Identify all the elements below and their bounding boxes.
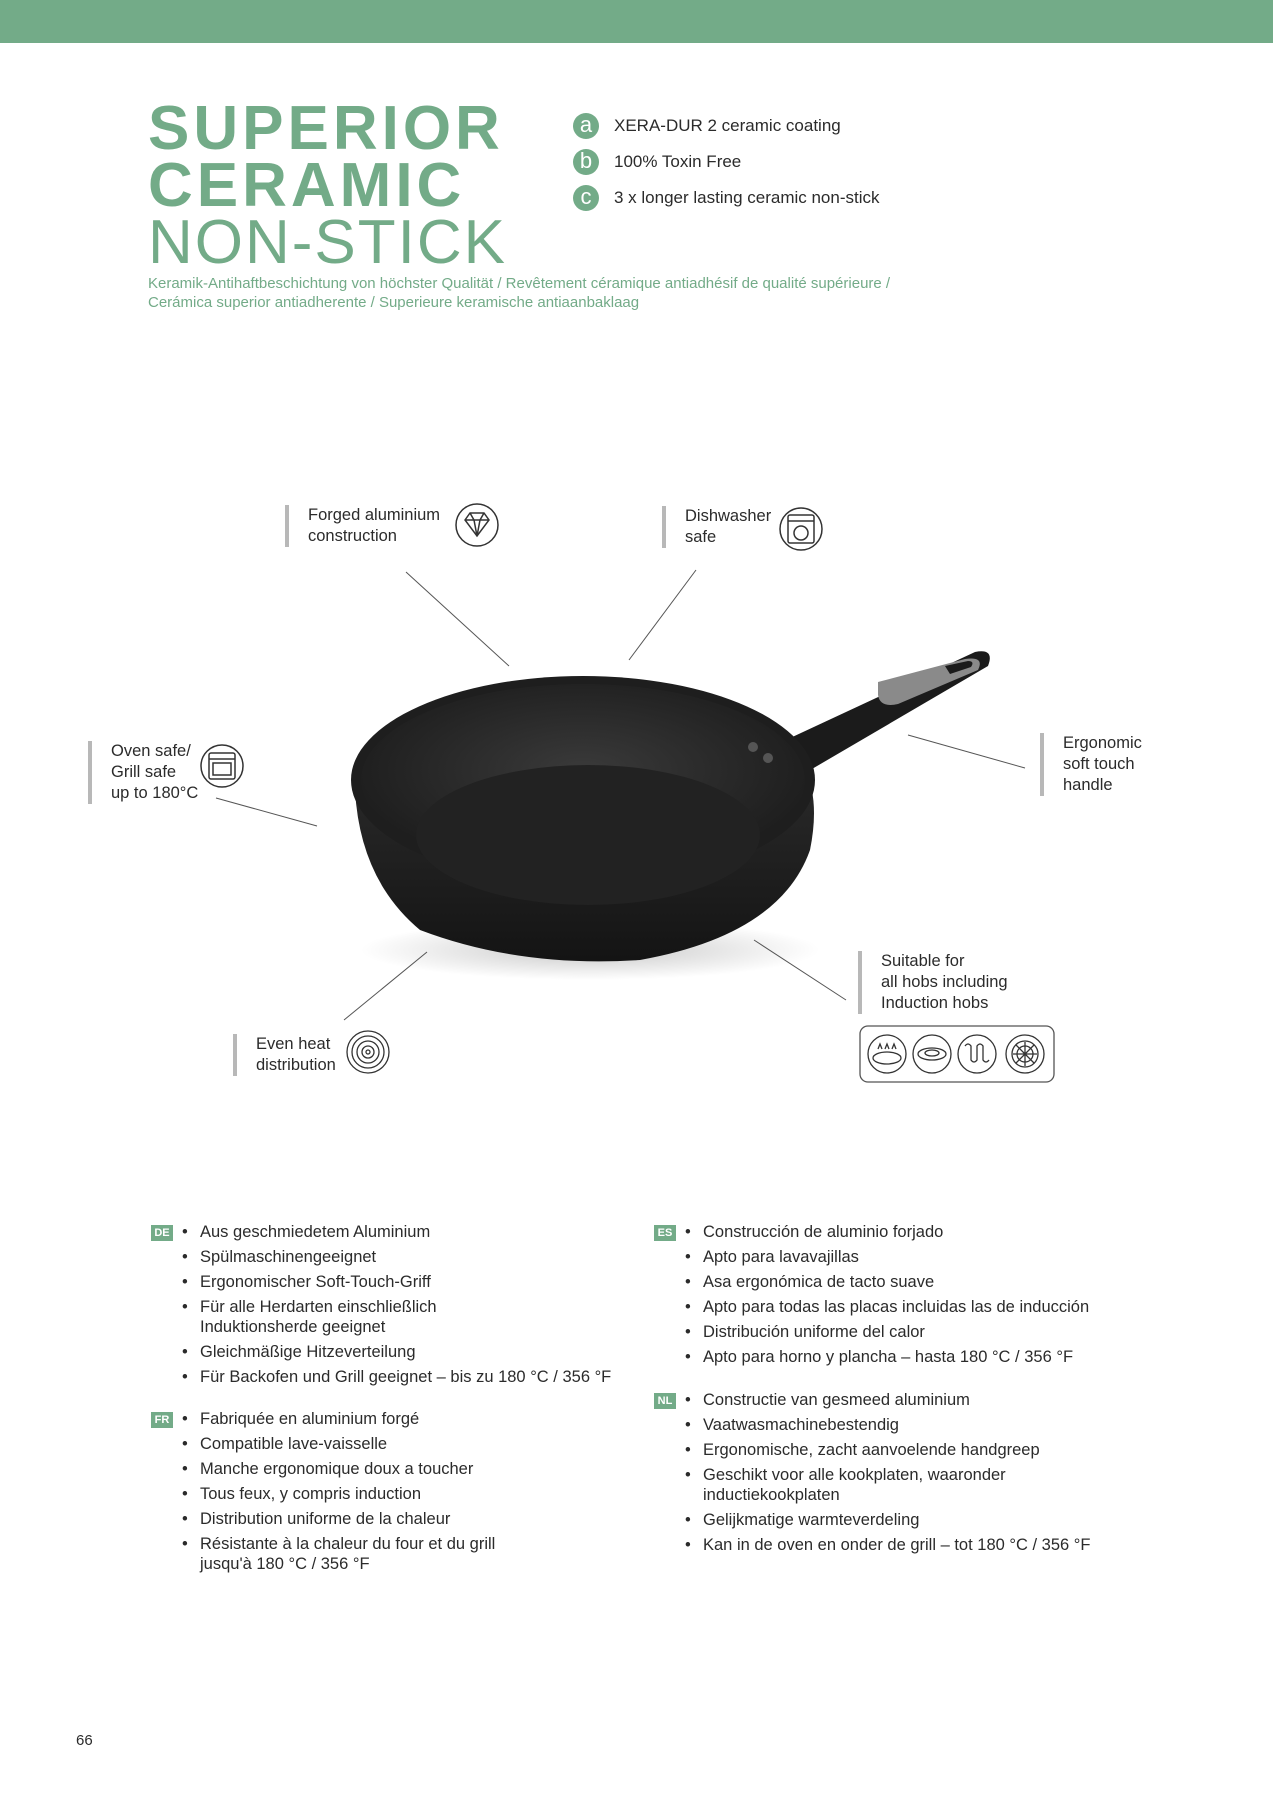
induction-hob-icon bbox=[1006, 1035, 1044, 1073]
list-item: • Compatible lave-vaisselle bbox=[182, 1435, 652, 1455]
list-item: • Spülmaschinengeeignet bbox=[182, 1248, 652, 1268]
feature-text: XERA-DUR 2 ceramic coating bbox=[614, 116, 841, 135]
lang-block-es bbox=[657, 1223, 1205, 1373]
lang-tag-de: DE bbox=[151, 1225, 173, 1241]
diamond-icon bbox=[456, 504, 498, 546]
callout-line: handle bbox=[1063, 776, 1113, 794]
ceramic-hob-icon bbox=[913, 1035, 951, 1073]
electric-hob-icon bbox=[958, 1035, 996, 1073]
lang-list-de bbox=[182, 1223, 652, 1387]
callout-line: distribution bbox=[256, 1056, 336, 1074]
lang-tag-nl: NL bbox=[654, 1393, 676, 1409]
title-line-non-stick: NON-STICK bbox=[148, 208, 507, 277]
callout-forged-aluminium bbox=[285, 505, 440, 547]
list-item: • Aus geschmiedetem Aluminium bbox=[182, 1223, 652, 1243]
heat-distribution-icon bbox=[347, 1031, 389, 1073]
list-item: • Résistante à la chaleur du four et du grill jusqu'à 180 °C / 356 °F bbox=[182, 1535, 530, 1574]
lang-tag-es: ES bbox=[654, 1225, 676, 1241]
lang-block-de bbox=[154, 1223, 652, 1393]
callout-line: Dishwasher bbox=[685, 507, 772, 525]
leader-line-dishwasher bbox=[629, 570, 696, 660]
callout-ergonomic-handle bbox=[1040, 733, 1142, 796]
list-item: • Geschikt voor alle kookplaten, waaronder inductiekookplaten bbox=[685, 1466, 1043, 1505]
list-item: • Manche ergonomique doux a toucher bbox=[182, 1460, 652, 1480]
feature-text: 100% Toxin Free bbox=[614, 152, 742, 171]
dishwasher-icon bbox=[780, 508, 822, 550]
list-item: • Apto para todas las placas incluidas las de inducción bbox=[685, 1298, 1205, 1318]
callout-line: all hobs including bbox=[881, 973, 1008, 991]
list-item: • Ergonomischer Soft-Touch-Griff bbox=[182, 1273, 652, 1293]
callout-line: Even heat bbox=[256, 1035, 331, 1053]
callout-line: Grill safe bbox=[111, 763, 177, 781]
leader-line-forged bbox=[406, 572, 509, 666]
subtitle-line-1: Keramik-Antihaftbeschichtung von höchster Qualität / Revêtement céramique antiadhésif de qualité supérieure / bbox=[148, 275, 891, 292]
list-item: • Kan in de oven en onder de grill – tot 180 °C / 356 °F bbox=[685, 1536, 1205, 1556]
callout-oven-safe bbox=[88, 741, 198, 804]
feature-letter-badge: c bbox=[573, 185, 599, 211]
callout-line: Suitable for bbox=[881, 952, 965, 970]
callout-line: soft touch bbox=[1063, 755, 1135, 773]
list-item: • Distribución uniforme del calor bbox=[685, 1323, 1205, 1343]
lang-list-fr bbox=[182, 1410, 652, 1574]
title-line-ceramic: CERAMIC bbox=[148, 151, 466, 220]
callout-line: Ergonomic bbox=[1063, 734, 1142, 752]
list-item: • Construcción de aluminio forjado bbox=[685, 1223, 1205, 1243]
list-item: • Asa ergonómica de tacto suave bbox=[685, 1273, 1205, 1293]
callout-line: construction bbox=[308, 527, 397, 545]
list-item: • Constructie van gesmeed aluminium bbox=[685, 1391, 1205, 1411]
list-item: • Vaatwasmachinebestendig bbox=[685, 1416, 1205, 1436]
title-line-superior: SUPERIOR bbox=[148, 94, 504, 163]
subtitle-line-2: Cerámica superior antiadherente / Superieure keramische antiaanbaklaag bbox=[148, 294, 640, 311]
list-item: • Für Backofen und Grill geeignet – bis zu 180 °C / 356 °F bbox=[182, 1368, 652, 1388]
list-item: • Für alle Herdarten einschließlich Induktionsherde geeignet bbox=[182, 1298, 445, 1337]
lang-list-nl bbox=[685, 1391, 1205, 1555]
leader-line-handle bbox=[908, 735, 1025, 768]
lang-list-es bbox=[685, 1223, 1205, 1368]
callout-line: Oven safe/ bbox=[111, 742, 191, 760]
lang-block-nl bbox=[657, 1391, 1205, 1561]
callout-all-hobs bbox=[858, 951, 1008, 1014]
feature-letter-badge: a bbox=[573, 113, 599, 139]
callout-even-heat bbox=[233, 1034, 336, 1076]
callout-line: Forged aluminium bbox=[308, 506, 441, 524]
callout-line: Induction hobs bbox=[881, 994, 989, 1012]
leader-line-oven bbox=[216, 798, 317, 826]
gas-hob-icon bbox=[868, 1035, 906, 1073]
lang-tag-fr: FR bbox=[151, 1412, 173, 1428]
page-number: 66 bbox=[76, 1732, 93, 1749]
list-item: • Gleichmäßige Hitzeverteilung bbox=[182, 1343, 652, 1363]
lang-block-fr bbox=[154, 1410, 652, 1580]
list-item: • Apto para horno y plancha – hasta 180 °C / 356 °F bbox=[685, 1348, 1205, 1368]
callout-line: up to 180°C bbox=[111, 784, 199, 802]
list-item: • Apto para lavavajillas bbox=[685, 1248, 1205, 1268]
feature-letter-badge: b bbox=[573, 149, 599, 175]
callout-dishwasher-safe bbox=[662, 506, 771, 548]
list-item: • Gelijkmatige warmteverdeling bbox=[685, 1511, 1205, 1531]
list-item: • Tous feux, y compris induction bbox=[182, 1485, 652, 1505]
feature-text: 3 x longer lasting ceramic non-stick bbox=[614, 188, 880, 207]
list-item: • Fabriquée en aluminium forgé bbox=[182, 1410, 652, 1430]
hobs-icon-box bbox=[860, 1026, 1054, 1082]
list-item: • Ergonomische, zacht aanvoelende handgreep bbox=[685, 1441, 1205, 1461]
list-item: • Distribution uniforme de la chaleur bbox=[182, 1510, 652, 1530]
oven-icon bbox=[201, 745, 243, 787]
callout-line: safe bbox=[685, 528, 717, 546]
frying-pan-image bbox=[351, 651, 990, 980]
